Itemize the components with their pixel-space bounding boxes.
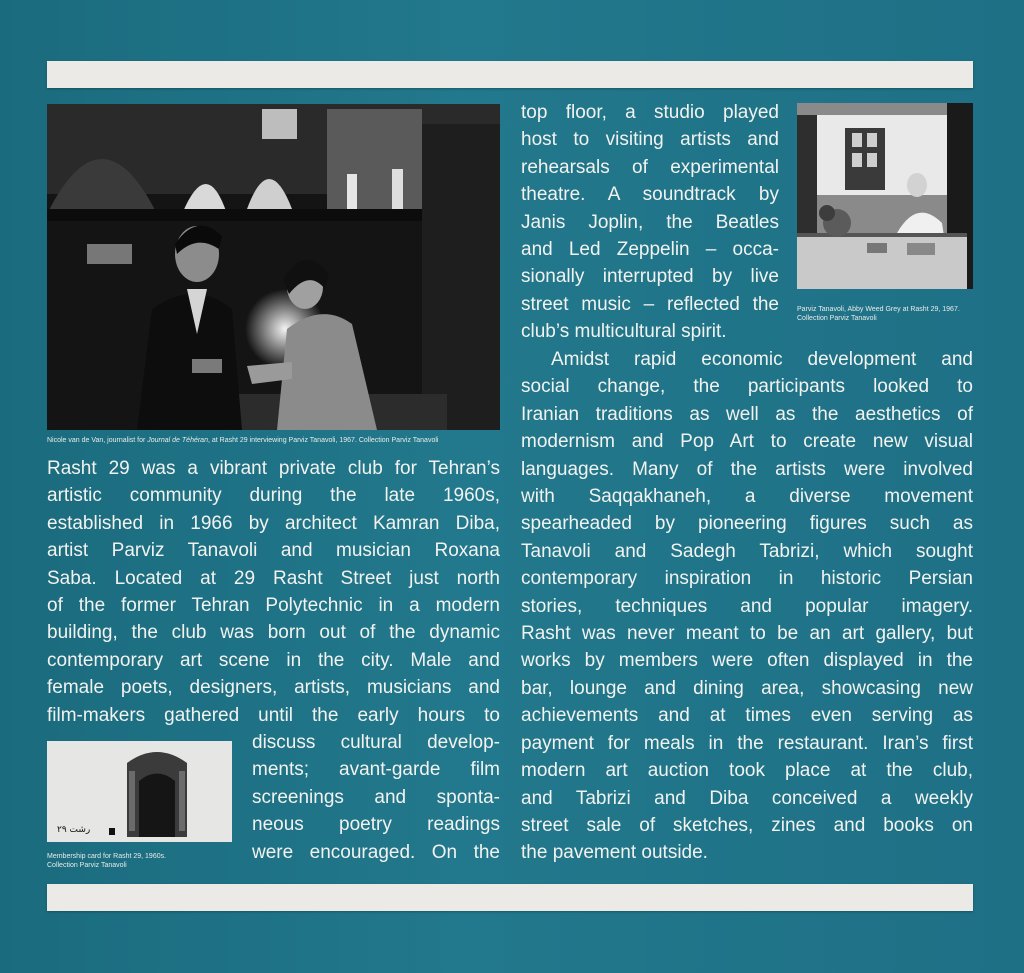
right-text-column-full [521, 346, 973, 867]
body-line: and Led Zeppelin – occa- [521, 239, 779, 261]
body-line: with Saqqakhaneh, a diverse movement [521, 486, 973, 508]
body-line: Rasht 29 was a vibrant private club for Tehran’s [47, 458, 500, 479]
body-line: street music – reflected the [521, 293, 779, 315]
body-line: building, the club was born out of the dynamic [47, 622, 500, 644]
main-caption-italic: Journal de Téhéran [147, 437, 208, 444]
main-caption-text-end: , at Rasht 29 interviewing Parviz Tanavoli, 1967. Collection Parviz Tanavoli [207, 437, 439, 444]
top-rule-bar [47, 61, 973, 88]
card-caption-line-2: Collection Parviz Tanavoli [47, 862, 127, 869]
right-text-column-narrow [521, 99, 779, 346]
bottom-rule-bar [47, 884, 973, 911]
body-line: Tanavoli and Sadegh Tabrizi, which sought [521, 540, 973, 562]
body-line: social change, the participants looked to [521, 376, 973, 398]
main-caption-text: Nicole van de Van, journalist for [47, 437, 148, 444]
body-line: were encouraged. On the [252, 841, 500, 863]
body-line: theatre. A soundtrack by [521, 184, 779, 206]
body-line: Rasht was never meant to be an art gallery, but [521, 623, 973, 645]
main-photo-caption [47, 436, 438, 445]
body-line: Iranian traditions as well as the aesthetics of [521, 403, 973, 425]
body-line: contemporary art scene in the city. Male and [47, 649, 500, 671]
top-right-photo-image [797, 103, 973, 289]
membership-card-caption [47, 852, 166, 870]
body-line: artistic community during the late 1960s, [47, 485, 500, 507]
body-line: street sale of sketches, zines and books on [521, 814, 973, 836]
body-line: ments; avant-garde film [252, 759, 500, 781]
body-line: established in 1966 by architect Kamran Diba, [47, 512, 500, 534]
card-caption-line-1: Membership card for Rasht 29, 1960s. [47, 853, 167, 860]
body-line: achievements and at times even serving as [521, 705, 973, 727]
card-label-text: رشت ۲۹ [57, 825, 91, 835]
body-line: stories, techniques and popular imagery. [521, 595, 973, 617]
body-line: screenings and sponta- [252, 786, 500, 808]
body-line: contemporary inspiration in historic Persian [521, 568, 973, 590]
left-text-column-narrow [252, 729, 500, 866]
body-line: neous poetry readings [252, 814, 500, 836]
body-line: spearheaded by pioneering figures such as [521, 513, 973, 535]
body-line: of the former Tehran Polytechnic in a modern [47, 595, 500, 617]
body-line: works by members were often displayed in the [521, 650, 973, 672]
body-line: female poets, designers, artists, musicians and [47, 677, 500, 699]
top-right-caption-line-2: Collection Parviz Tanavoli [797, 315, 877, 322]
left-text-column-full [47, 455, 500, 729]
body-line: and Tabrizi and Diba conceived a weekly [521, 787, 973, 809]
top-right-caption-line-1: Parviz Tanavoli, Abby Weed Grey at Rasht 29, 1967. [797, 306, 960, 313]
body-line: sionally interrupted by live [521, 266, 779, 288]
body-line: Janis Joplin, the Beatles [521, 211, 779, 233]
body-line: modern art auction took place at the club, [521, 760, 973, 782]
body-line: Saba. Located at 29 Rasht Street just north [47, 567, 500, 589]
membership-card-photo [47, 741, 232, 842]
body-line: host to visiting artists and [521, 129, 779, 151]
main-photo-image [47, 104, 500, 430]
body-line: discuss cultural develop- [252, 732, 500, 753]
body-line: bar, lounge and dining area, showcasing new [521, 677, 973, 699]
body-line: the pavement outside. [521, 842, 708, 864]
body-line: artist Parviz Tanavoli and musician Roxana [47, 540, 500, 562]
main-photo-interview [47, 104, 500, 430]
body-line: Amidst rapid economic development and [551, 349, 973, 370]
top-right-photo-caption [797, 305, 960, 323]
body-line: payment for meals in the restaurant. Iran’s first [521, 732, 973, 754]
body-line: rehearsals of experimental [521, 156, 779, 178]
body-line: club’s multicultural spirit. [521, 321, 727, 343]
body-line: top floor, a studio played [521, 102, 779, 123]
body-line: film-makers gathered until the early hours to [47, 704, 500, 726]
body-line: languages. Many of the artists were involved [521, 458, 973, 480]
top-right-photo-dining [797, 103, 973, 289]
body-line: modernism and Pop Art to create new visual [521, 431, 973, 453]
